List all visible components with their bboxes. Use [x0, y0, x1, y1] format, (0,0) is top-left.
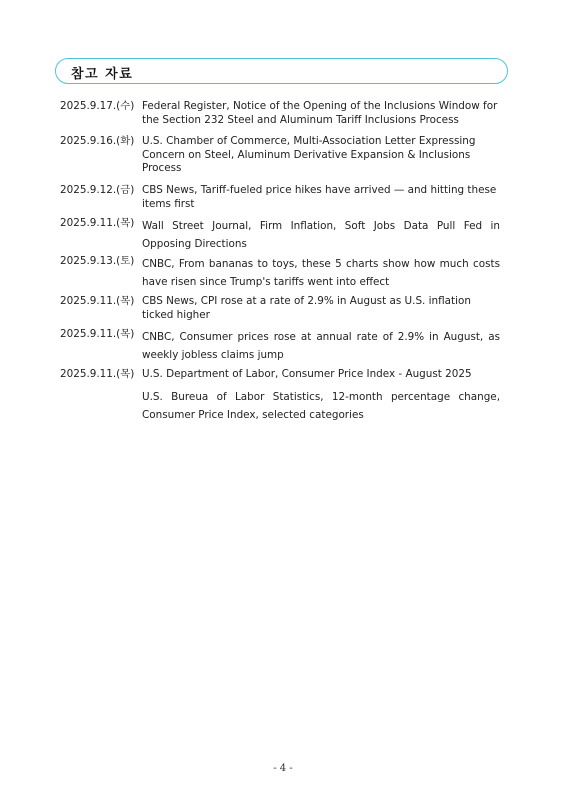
reference-list [60, 100, 500, 428]
reference-date: 2025.9.16.(화) [60, 135, 135, 148]
section-title: 참고 자료 [71, 67, 134, 82]
reference-item [60, 184, 500, 211]
reference-text: Wall Street Journal, Firm Inflation, Soft Jobs Data Pull Fed in Opposing Directions [142, 220, 500, 251]
section-header [55, 58, 508, 84]
reference-item [60, 388, 500, 424]
reference-date [60, 388, 142, 424]
reference-text: CNBC, From bananas to toys, these 5 charts show how much costs have risen since Trump's tariffs went into effect [142, 258, 500, 289]
reference-text: Federal Register, Notice of the Opening of the Inclusions Window for the Section 232 Steel and Aluminum Tariff Inclusions Process [142, 100, 498, 126]
reference-date: 2025.9.13.(토) [60, 255, 135, 268]
reference-date: 2025.9.11.(목) [60, 217, 135, 230]
reference-date: 2025.9.11.(목) [60, 295, 135, 308]
reference-text: U.S. Department of Labor, Consumer Price Index - August 2025 [142, 368, 472, 381]
reference-item [60, 328, 500, 364]
reference-text: CBS News, CPI rose at a rate of 2.9% in August as U.S. inflation ticked higher [142, 295, 471, 321]
reference-item [60, 217, 500, 253]
reference-date: 2025.9.12.(금) [60, 183, 135, 196]
reference-item [60, 135, 500, 176]
reference-date: 2025.9.17.(수) [60, 100, 135, 112]
reference-item [60, 100, 500, 127]
reference-text: U.S. Bureua of Labor Statistics, 12-month percentage change, Consumer Price Index, selected categories [142, 390, 500, 421]
reference-text: U.S. Chamber of Commerce, Multi-Association Letter Expressing Concern on Steel, Aluminum Derivative Expansion & Inclusions Process [142, 135, 476, 175]
reference-item [60, 255, 500, 291]
reference-date: 2025.9.11.(목) [60, 368, 135, 381]
reference-item [60, 295, 500, 322]
reference-text: CBS News, Tariff-fueled price hikes have arrived — and hitting these items first [142, 183, 497, 210]
reference-text: CNBC, Consumer prices rose at annual rate of 2.9% in August, as weekly jobless claims jump [142, 331, 500, 362]
reference-item [60, 368, 500, 382]
reference-date: 2025.9.11.(목) [60, 328, 135, 341]
page-number: - 4 - [273, 763, 293, 774]
